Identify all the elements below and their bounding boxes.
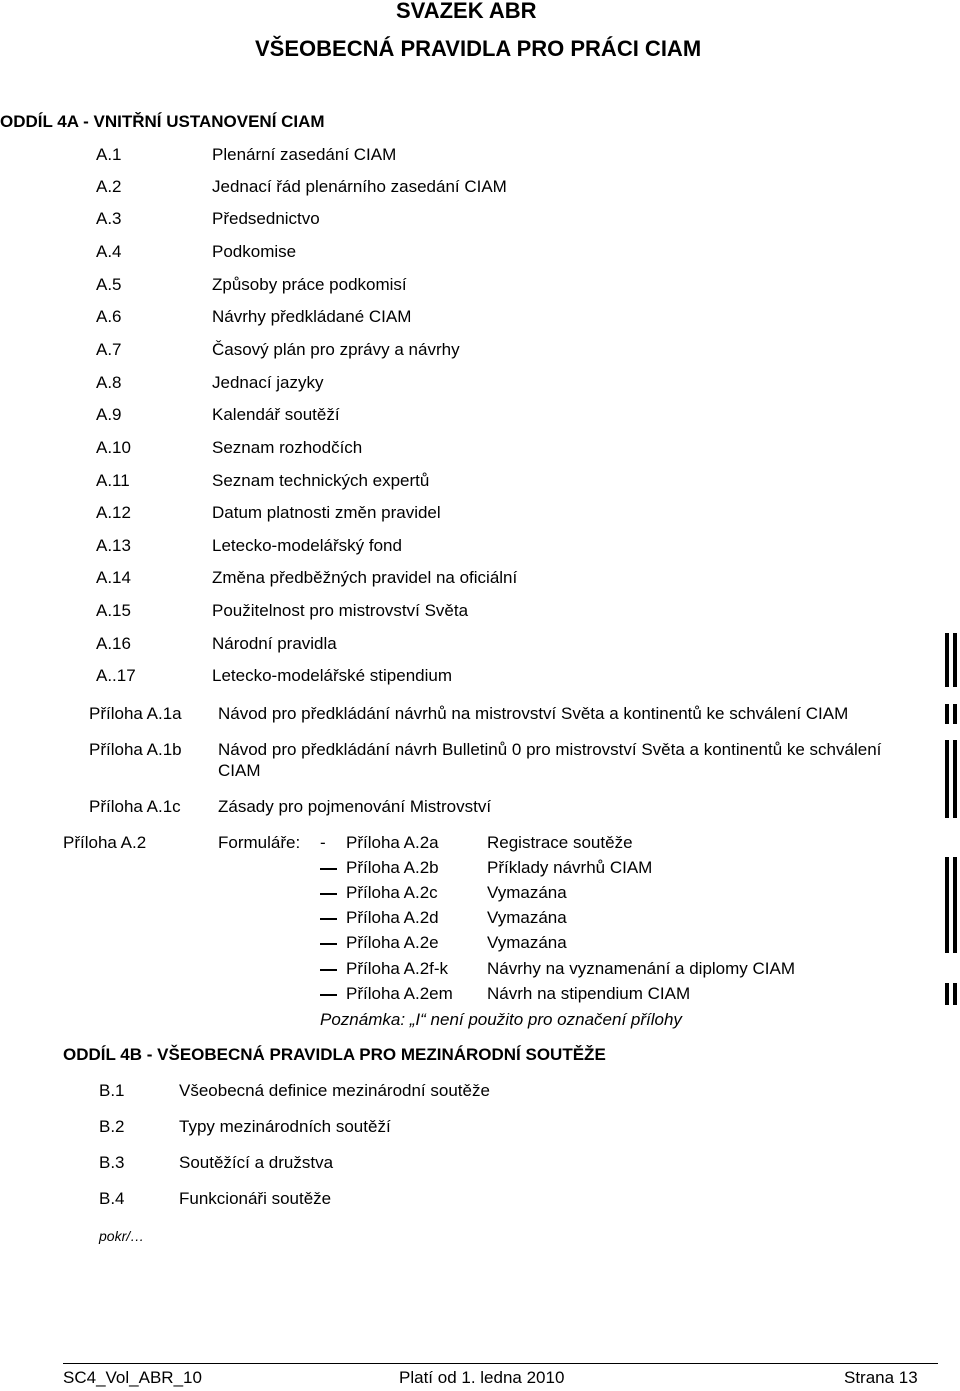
item-number: A.6: [96, 307, 122, 326]
item-title: Jednací jazyky: [212, 373, 324, 392]
item-title: Kalendář soutěží: [212, 405, 340, 424]
form-desc: Registrace soutěže: [487, 833, 633, 852]
form-desc: Vymazána: [487, 908, 567, 927]
change-bar: [945, 633, 949, 687]
item-number: A.11: [96, 471, 130, 490]
change-bar: [945, 704, 949, 724]
item-number: A.12: [96, 503, 131, 522]
list-dash: [320, 994, 337, 996]
item-number: A..17: [96, 666, 136, 685]
footer-rule: [63, 1363, 938, 1364]
item-number: B.1: [99, 1081, 125, 1100]
list-dash: [320, 893, 337, 895]
item-title: Časový plán pro zprávy a návrhy: [212, 340, 460, 359]
form-desc: Návrhy na vyznamenání a diplomy CIAM: [487, 959, 796, 978]
continued-note: pokr/…: [99, 1228, 145, 1244]
footer-page-number: Strana 13: [844, 1368, 918, 1387]
form-desc: Vymazána: [487, 883, 567, 902]
form-ref: Příloha A.2a: [346, 833, 439, 852]
item-title: Jednací řád plenárního zasedání CIAM: [212, 177, 507, 196]
item-title: Předsednictvo: [212, 209, 320, 228]
footer-validity: Platí od 1. ledna 2010: [399, 1368, 565, 1387]
change-bar: [953, 704, 957, 724]
change-bar: [953, 633, 957, 687]
form-ref: Příloha A.2em: [346, 984, 453, 1003]
list-dash: [320, 868, 337, 870]
item-number: A.2: [96, 177, 122, 196]
item-number: B.4: [99, 1189, 125, 1208]
item-number: A.13: [96, 536, 131, 555]
item-title: Seznam rozhodčích: [212, 438, 363, 457]
item-number: A.3: [96, 209, 122, 228]
form-desc: Návrh na stipendium CIAM: [487, 984, 691, 1003]
list-dash: [320, 943, 337, 945]
change-bar: [945, 740, 949, 818]
change-bar: [945, 983, 949, 1005]
section-a-heading: ODDÍL 4A - VNITŘNÍ USTANOVENÍ CIAM: [0, 112, 325, 131]
form-desc: Příklady návrhů CIAM: [487, 858, 653, 877]
item-title: Podkomise: [212, 242, 297, 261]
annex-title: Návod pro předkládání návrhů na mistrovství Světa a kontinentů ke schválení CIAM: [218, 704, 849, 723]
item-title: Změna předběžných pravidel na oficiální: [212, 568, 518, 587]
annex-number: Příloha A.1c: [89, 797, 181, 816]
change-bar: [945, 857, 949, 953]
forms-label: Formuláře:: [218, 833, 301, 852]
annex-title: Návod pro předkládání návrh Bulletinů 0 pro mistrovství Světa a kontinentů ke schválení: [218, 740, 882, 759]
item-title: Seznam technických expertů: [212, 471, 430, 490]
item-title: Funkcionáři soutěže: [179, 1189, 332, 1208]
annex-title-continued: CIAM: [218, 761, 261, 780]
forms-note: Poznámka: „I“ není použito pro označení přílohy: [320, 1010, 682, 1029]
page-title: VŠEOBECNÁ PRAVIDLA PRO PRÁCI CIAM: [255, 36, 702, 61]
item-title: Způsoby práce podkomisí: [212, 275, 407, 294]
item-number: A.14: [96, 568, 131, 587]
item-title: Návrhy předkládané CIAM: [212, 307, 412, 326]
item-title: Letecko-modelářské stipendium: [212, 666, 453, 685]
annex-number: Příloha A.1a: [89, 704, 182, 723]
item-number: A.4: [96, 242, 122, 261]
form-ref: Příloha A.2f-k: [346, 959, 449, 978]
item-title: Národní pravidla: [212, 634, 337, 653]
item-number: A.7: [96, 340, 122, 359]
annex-title: Zásady pro pojmenování Mistrovství: [218, 797, 492, 816]
change-bar: [953, 857, 957, 953]
item-title: Datum platnosti změn pravidel: [212, 503, 441, 522]
item-number: A.8: [96, 373, 122, 392]
item-title: Letecko-modelářský fond: [212, 536, 402, 555]
item-title: Soutěžící a družstva: [179, 1153, 334, 1172]
form-desc: Vymazána: [487, 933, 567, 952]
form-ref: Příloha A.2c: [346, 883, 438, 902]
form-ref: Příloha A.2d: [346, 908, 439, 927]
change-bar: [953, 983, 957, 1005]
forms-first-dash: -: [320, 833, 326, 852]
item-title: Použitelnost pro mistrovství Světa: [212, 601, 469, 620]
item-number: A.9: [96, 405, 122, 424]
item-number: A.16: [96, 634, 131, 653]
form-ref: Příloha A.2b: [346, 858, 439, 877]
item-number: A.10: [96, 438, 131, 457]
item-number: A.5: [96, 275, 122, 294]
form-ref: Příloha A.2e: [346, 933, 439, 952]
forms-annex-number: Příloha A.2: [63, 833, 147, 852]
item-number: B.2: [99, 1117, 125, 1136]
volume-title: SVAZEK ABR: [396, 0, 537, 23]
list-dash: [320, 969, 337, 971]
item-number: B.3: [99, 1153, 125, 1172]
list-dash: [320, 918, 337, 920]
footer-document-id: SC4_Vol_ABR_10: [63, 1368, 202, 1387]
item-title: Všeobecná definice mezinárodní soutěže: [179, 1081, 490, 1100]
item-title: Plenární zasedání CIAM: [212, 145, 397, 164]
item-number: A.1: [96, 145, 122, 164]
section-b-heading: ODDÍL 4B - VŠEOBECNÁ PRAVIDLA PRO MEZINÁRODNÍ SOUTĚŽE: [63, 1045, 606, 1064]
annex-number: Příloha A.1b: [89, 740, 182, 759]
change-bar: [953, 740, 957, 818]
item-title: Typy mezinárodních soutěží: [179, 1117, 391, 1136]
item-number: A.15: [96, 601, 131, 620]
